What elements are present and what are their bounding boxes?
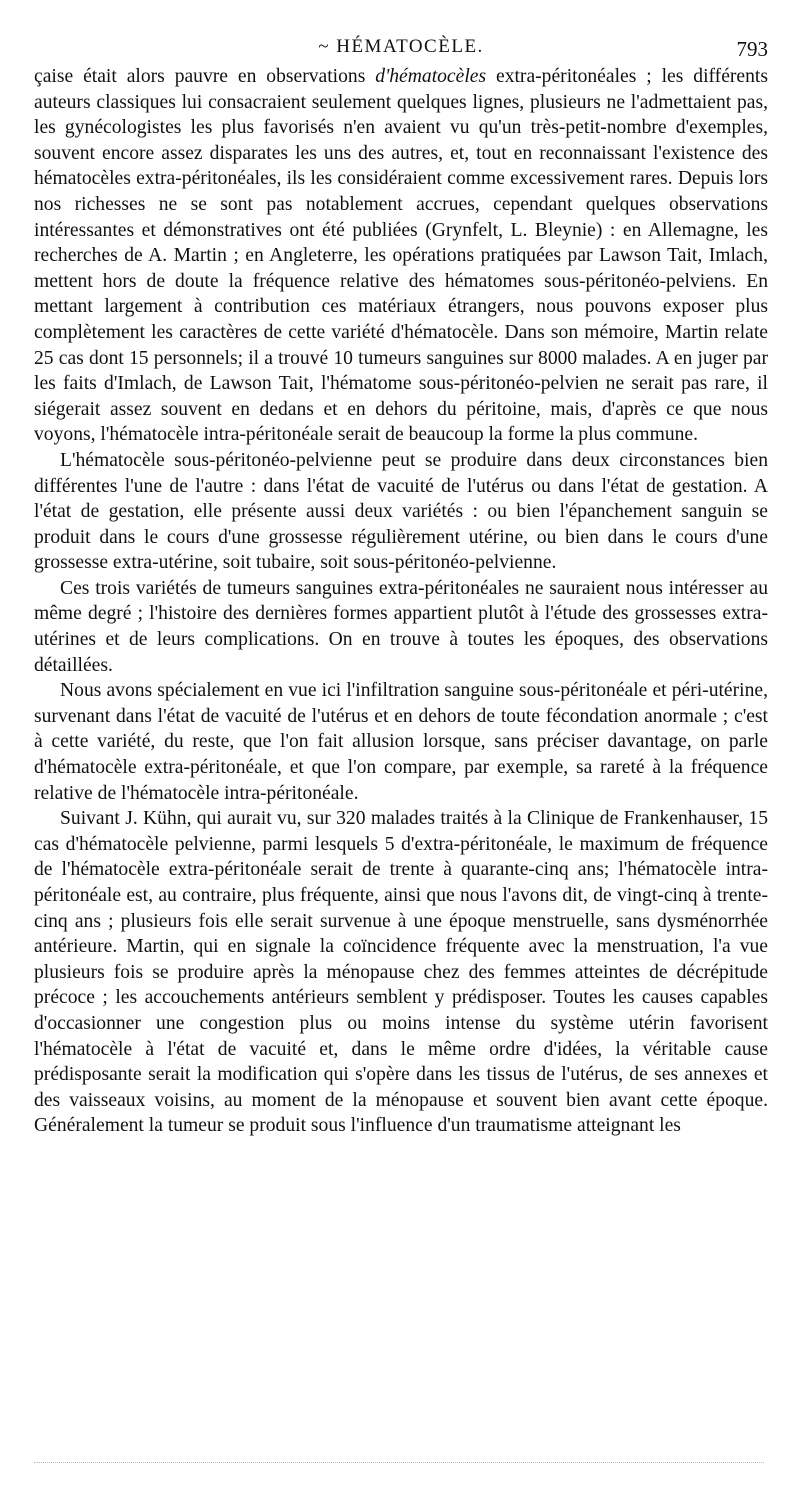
page-number: 793 bbox=[736, 37, 768, 61]
running-header bbox=[34, 30, 768, 64]
paragraph-text: L'hématocèle sous-péritonéo-pelvienne peut se produire dans deux circonstances bien différentes l'une de l'autre : dans l'état de vacuité de l'utérus ou dans l'état de gestation. A l'état de gestation, elle présente aussi deux variétés : ou bien l'épanchement sanguin se produit dans le cours d'une grossesse régulièrement utérine, ou bien dans le cours d'une grossesse extra-utérine, soit tubaire, soit sous-péritonéo-pelvienne. bbox=[34, 449, 768, 574]
paragraph bbox=[34, 64, 768, 448]
running-title: ~ HÉMATOCÈLE. bbox=[318, 36, 484, 57]
paragraph-text: extra-péritonéales ; les différents auteurs classiques lui consacraient seulement quelques lignes, plusieurs ne l'admettaient pas, les gynécologistes les plus favorisés n'en avaient vu qu'un très-petit-nombre d'exemples, souvent encore assez disparates les uns des autres, et, tout en reconnaissant l'existence des hématocèles extra-péritonéales, ils les considéraient comme excessivement rares. Depuis lors nos richesses ne se sont pas notablement accrues, cependant quelques observations intéressantes et démonstratives ont été publiées (Grynfelt, L. Bleynie) : en Allemagne, les recherches de A. Martin ; en Angleterre, les opérations pratiquées par Lawson Tait, Imlach, mettent hors de doute la fréquence relative des hématomes sous-péritonéo-pelviens. En mettant largement à contribution ces matériaux étrangers, nous pouvons exposer plus complètement les caractères de cette variété d'hématocèle. Dans son mémoire, Martin relate 25 cas dont 15 personnels; il a trouvé 10 tumeurs sanguines sur 8000 malades. A en juger par les faits d'Imlach, de Lawson Tait, l'hématome sous-péritonéo-pelvien ne serait pas rare, il siégerait assez souvent en dedans et en dehors du péritoine, mais, d'après ce que nous voyons, l'hématocèle intra-péritonéale serait de beaucoup la forme la plus commune. bbox=[34, 66, 768, 446]
paragraph bbox=[34, 576, 768, 678]
paragraph bbox=[34, 806, 768, 1139]
paragraph-text: Nous avons spécialement en vue ici l'infiltration sanguine sous-péritonéale et péri-utérine, survenant dans l'état de vacuité de l'utérus et en dehors de toute fécondation anormale ; c'est à cette variété, du reste, que l'on fait allusion lorsque, sans préciser davantage, on parle d'hématocèle extra-péritonéale, et que l'on compare, par exemple, sa rareté à la fréquence relative de l'hématocèle intra-péritonéale. bbox=[34, 680, 768, 804]
paragraph-text: Suivant J. Kühn, qui aurait vu, sur 320 malades traités à la Clinique de Frankenhauser, 15 cas d'hématocèle pelvienne, parmi lesquels 5 d'extra-péritonéale, le maximum de fréquence de l'hématocèle extra-péritonéale serait de trente à quarante-cinq ans; l'hématocèle intra-péritonéale est, au contraire, plus fréquente, ainsi que nous l'avons dit, de vingt-cinq à trente-cinq ans ; plusieurs fois elle serait survenue à une époque menstruelle, sans dysménorrhée antérieure. Martin, qui en signale la coïncidence fréquente avec la menstruation, l'a vue plusieurs fois se produire après la ménopause chez des femmes atteintes de décrépitude précoce ; les accouchements antérieurs semblent y prédisposer. Toutes les causes capables d'occasionner une congestion plus ou moins intense du système utérin favorisent l'hématocèle à l'état de vacuité et, dans le même ordre d'idées, la véritable cause prédisposante serait la modification qui s'opère dans les tissus de l'utérus, de ses annexes et des vaisseaux voisins, au moment de la ménopause et souvent bien avant cette époque. Généralement la tumeur se produit sous l'influence d'un traumatisme atteignant les bbox=[34, 808, 768, 1137]
paragraph bbox=[34, 678, 768, 806]
paragraph-text: Ces trois variétés de tumeurs sanguines extra-péritonéales ne sauraient nous intéresser au même degré ; l'histoire des dernières formes appartient plutôt à l'étude des grossesses extra-utérines et de leurs complications. On en trouve à toutes les époques, des observations détaillées. bbox=[34, 577, 768, 676]
paragraph bbox=[34, 448, 768, 576]
page-bottom-rule bbox=[34, 1462, 764, 1463]
book-page bbox=[34, 30, 768, 1139]
paragraph-text: çaise était alors pauvre en observations bbox=[34, 66, 376, 87]
body-text bbox=[34, 64, 768, 1139]
italic-term: d'hématocèles bbox=[375, 66, 487, 87]
